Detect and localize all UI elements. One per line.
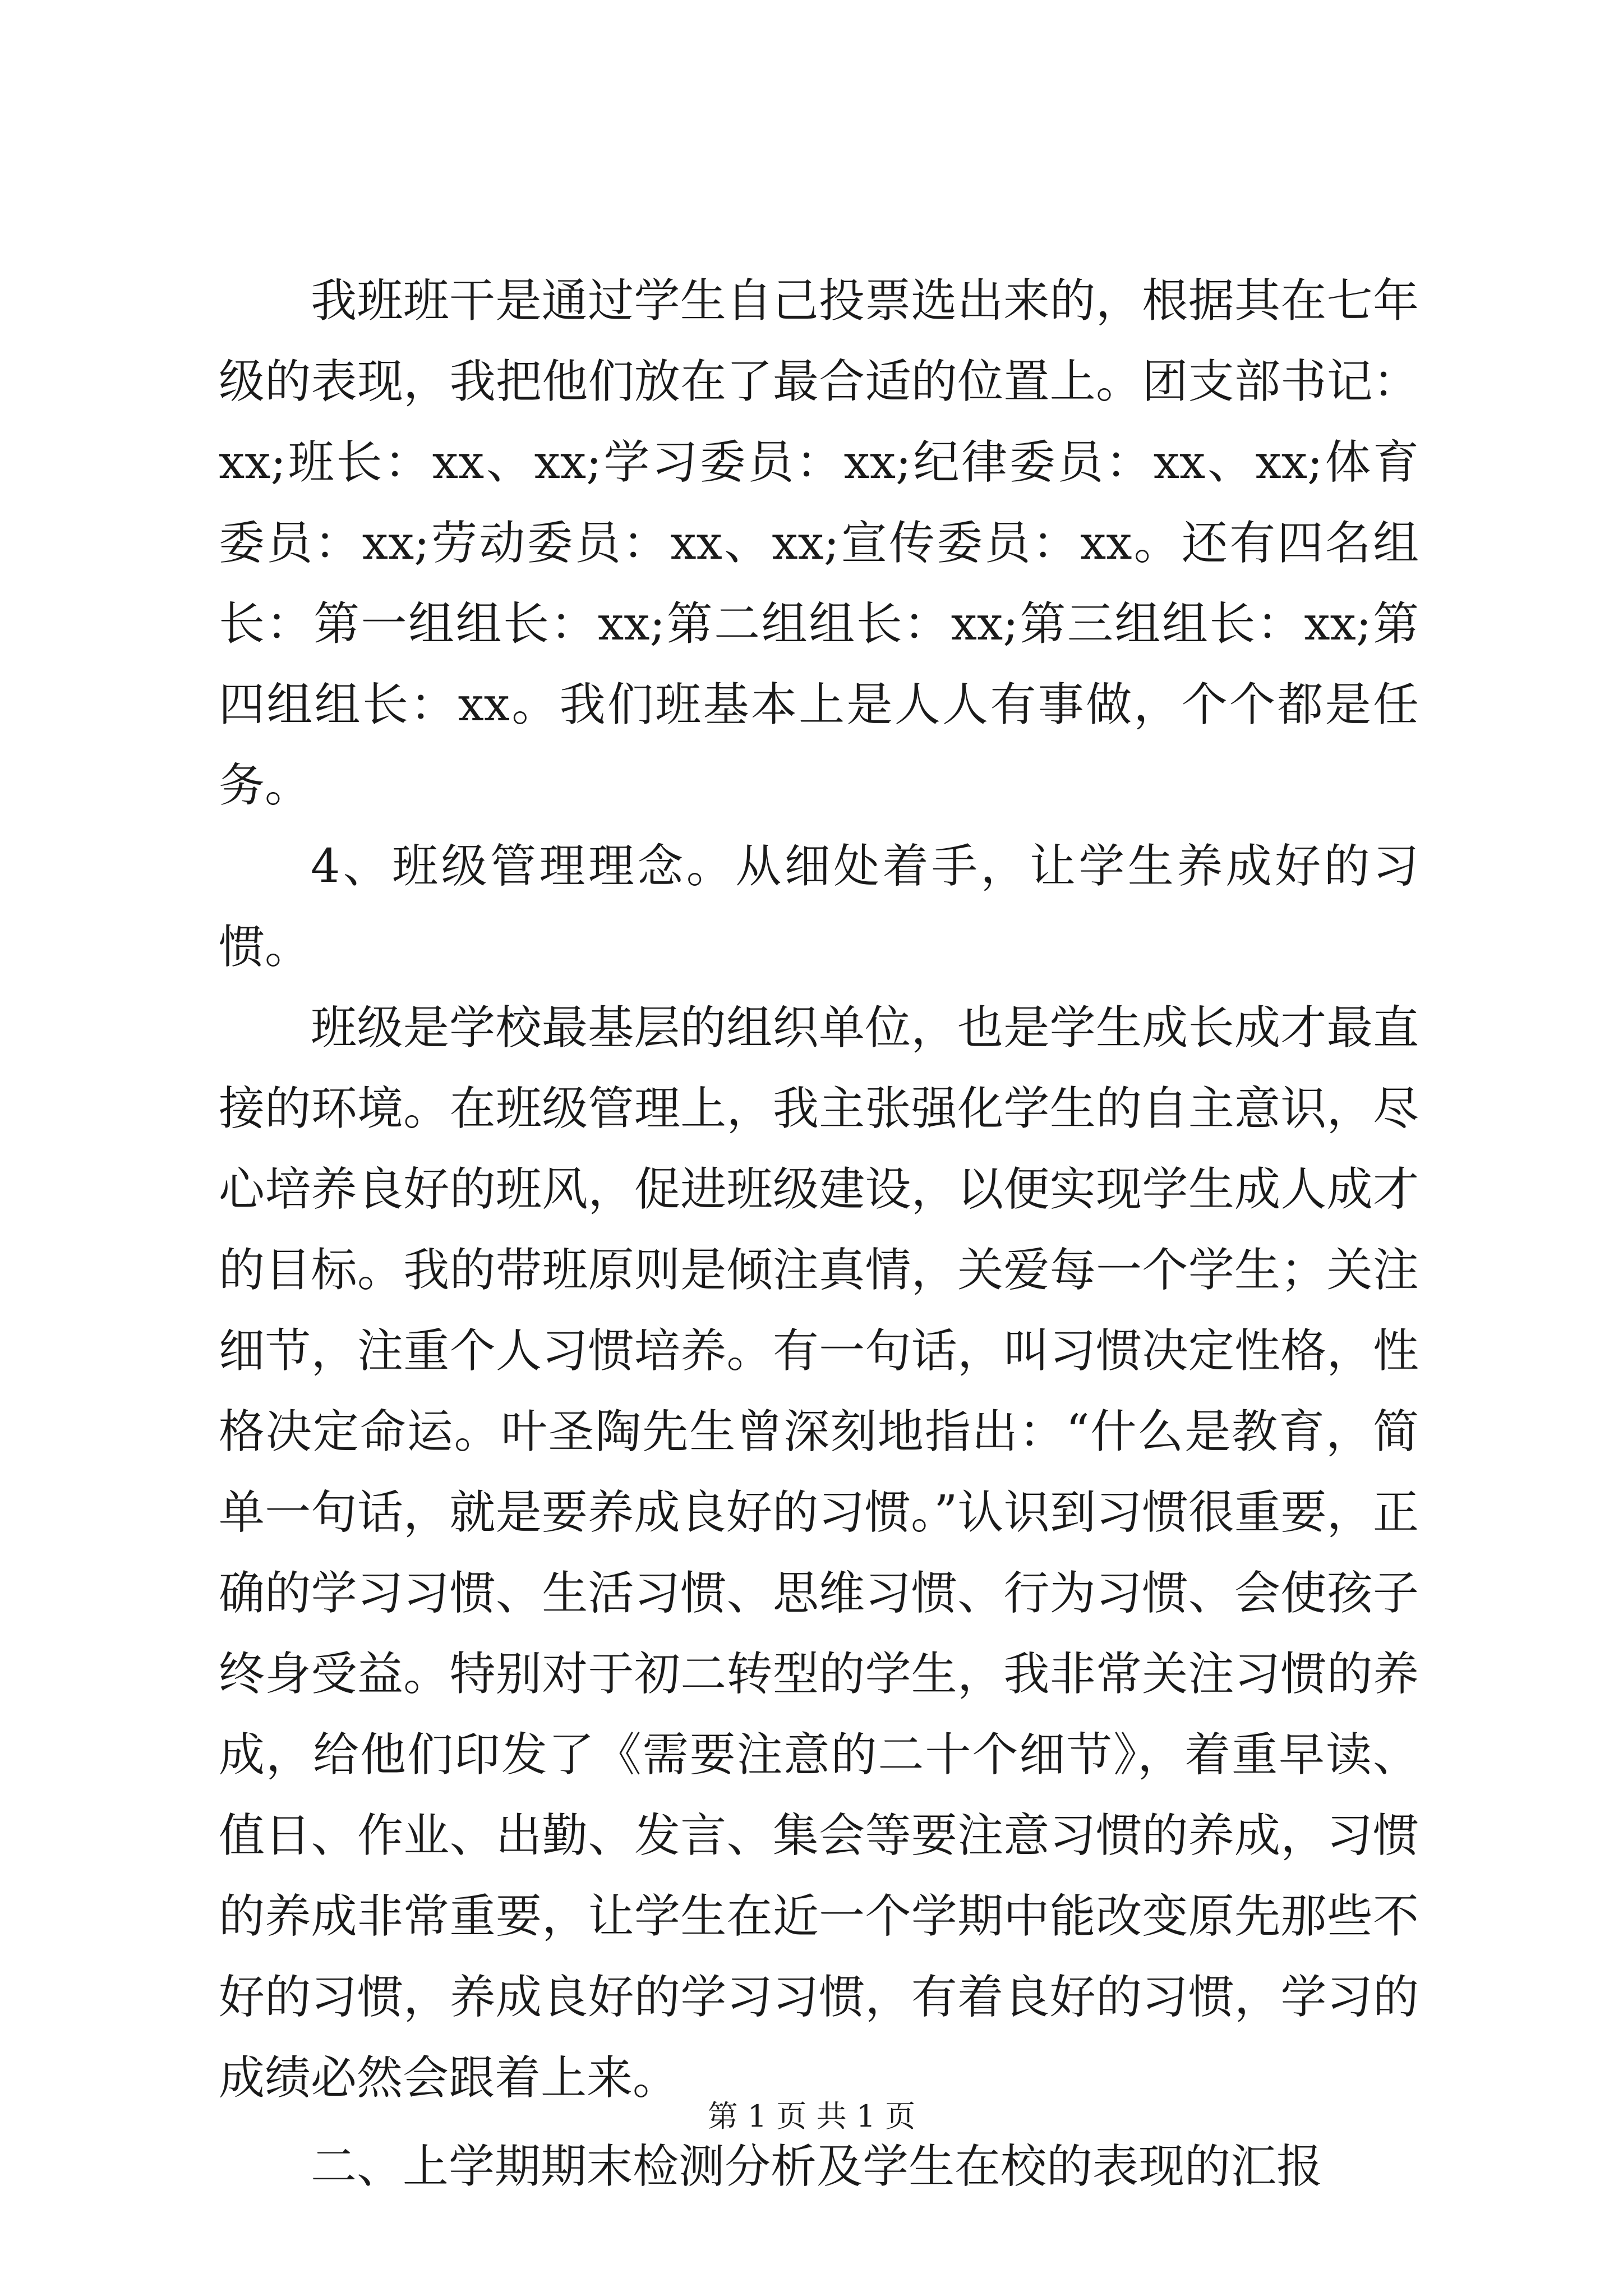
paragraph-habits: 班级是学校最基层的组织单位，也是学生成长成才最直接的环境。在班级管理上，我主张强化学生的自主意识，尽心培养良好的班风，促进班级建设，以便实现学生成人成才的目标。我的带班原则是倾注真情，关爱每一个学生；关注细节，注重个人习惯培养。有一句话，叫习惯决定性格，性格决定命运。叶圣陶先生曾深刻地指出：“什么是教育，简单一句话，就是要养成良好的习惯。”认识到习惯很重要，正确的学习习惯、生活习惯、思维习惯、行为习惯、会使孩子终身受益。特别对于初二转型的学生，我非常关注习惯的养成，给他们印发了《需要注意的二十个细节》，着重早读、值日、作业、出勤、发言、集会等要注意习惯的养成，习惯的养成非常重要，让学生在近一个学期中能改变原先那些不好的习惯，养成良好的学习习惯，有着良好的习惯，学习的成绩必然会跟着上来。 [219, 1001, 1419, 2105]
section-heading-exam-analysis: 二、上学期期末检测分析及学生在校的表现的汇报 [311, 2140, 1323, 2193]
paragraph-class-officers: 我班班干是通过学生自己投票选出来的，根据其在七年级的表现，我把他们放在了最合适的位置上。团支部书记：xx;班长：xx、xx;学习委员：xx;纪律委员：xx、xx;体育委员：xx;劳动委员：xx、xx;宣传委员：xx。还有四名组长：第一组组长：xx;第二组组长：xx;第三组组长：xx;第四组组长：xx。我们班基本上是人人有事做，个个都是任务。 [219, 274, 1419, 812]
page-footer: 第 1 页 共 1 页 [707, 2099, 916, 2134]
paragraph-management-concept: 4、班级管理理念。从细处着手，让学生养成好的习惯。 [219, 840, 1419, 974]
document-body [219, 261, 1419, 2207]
